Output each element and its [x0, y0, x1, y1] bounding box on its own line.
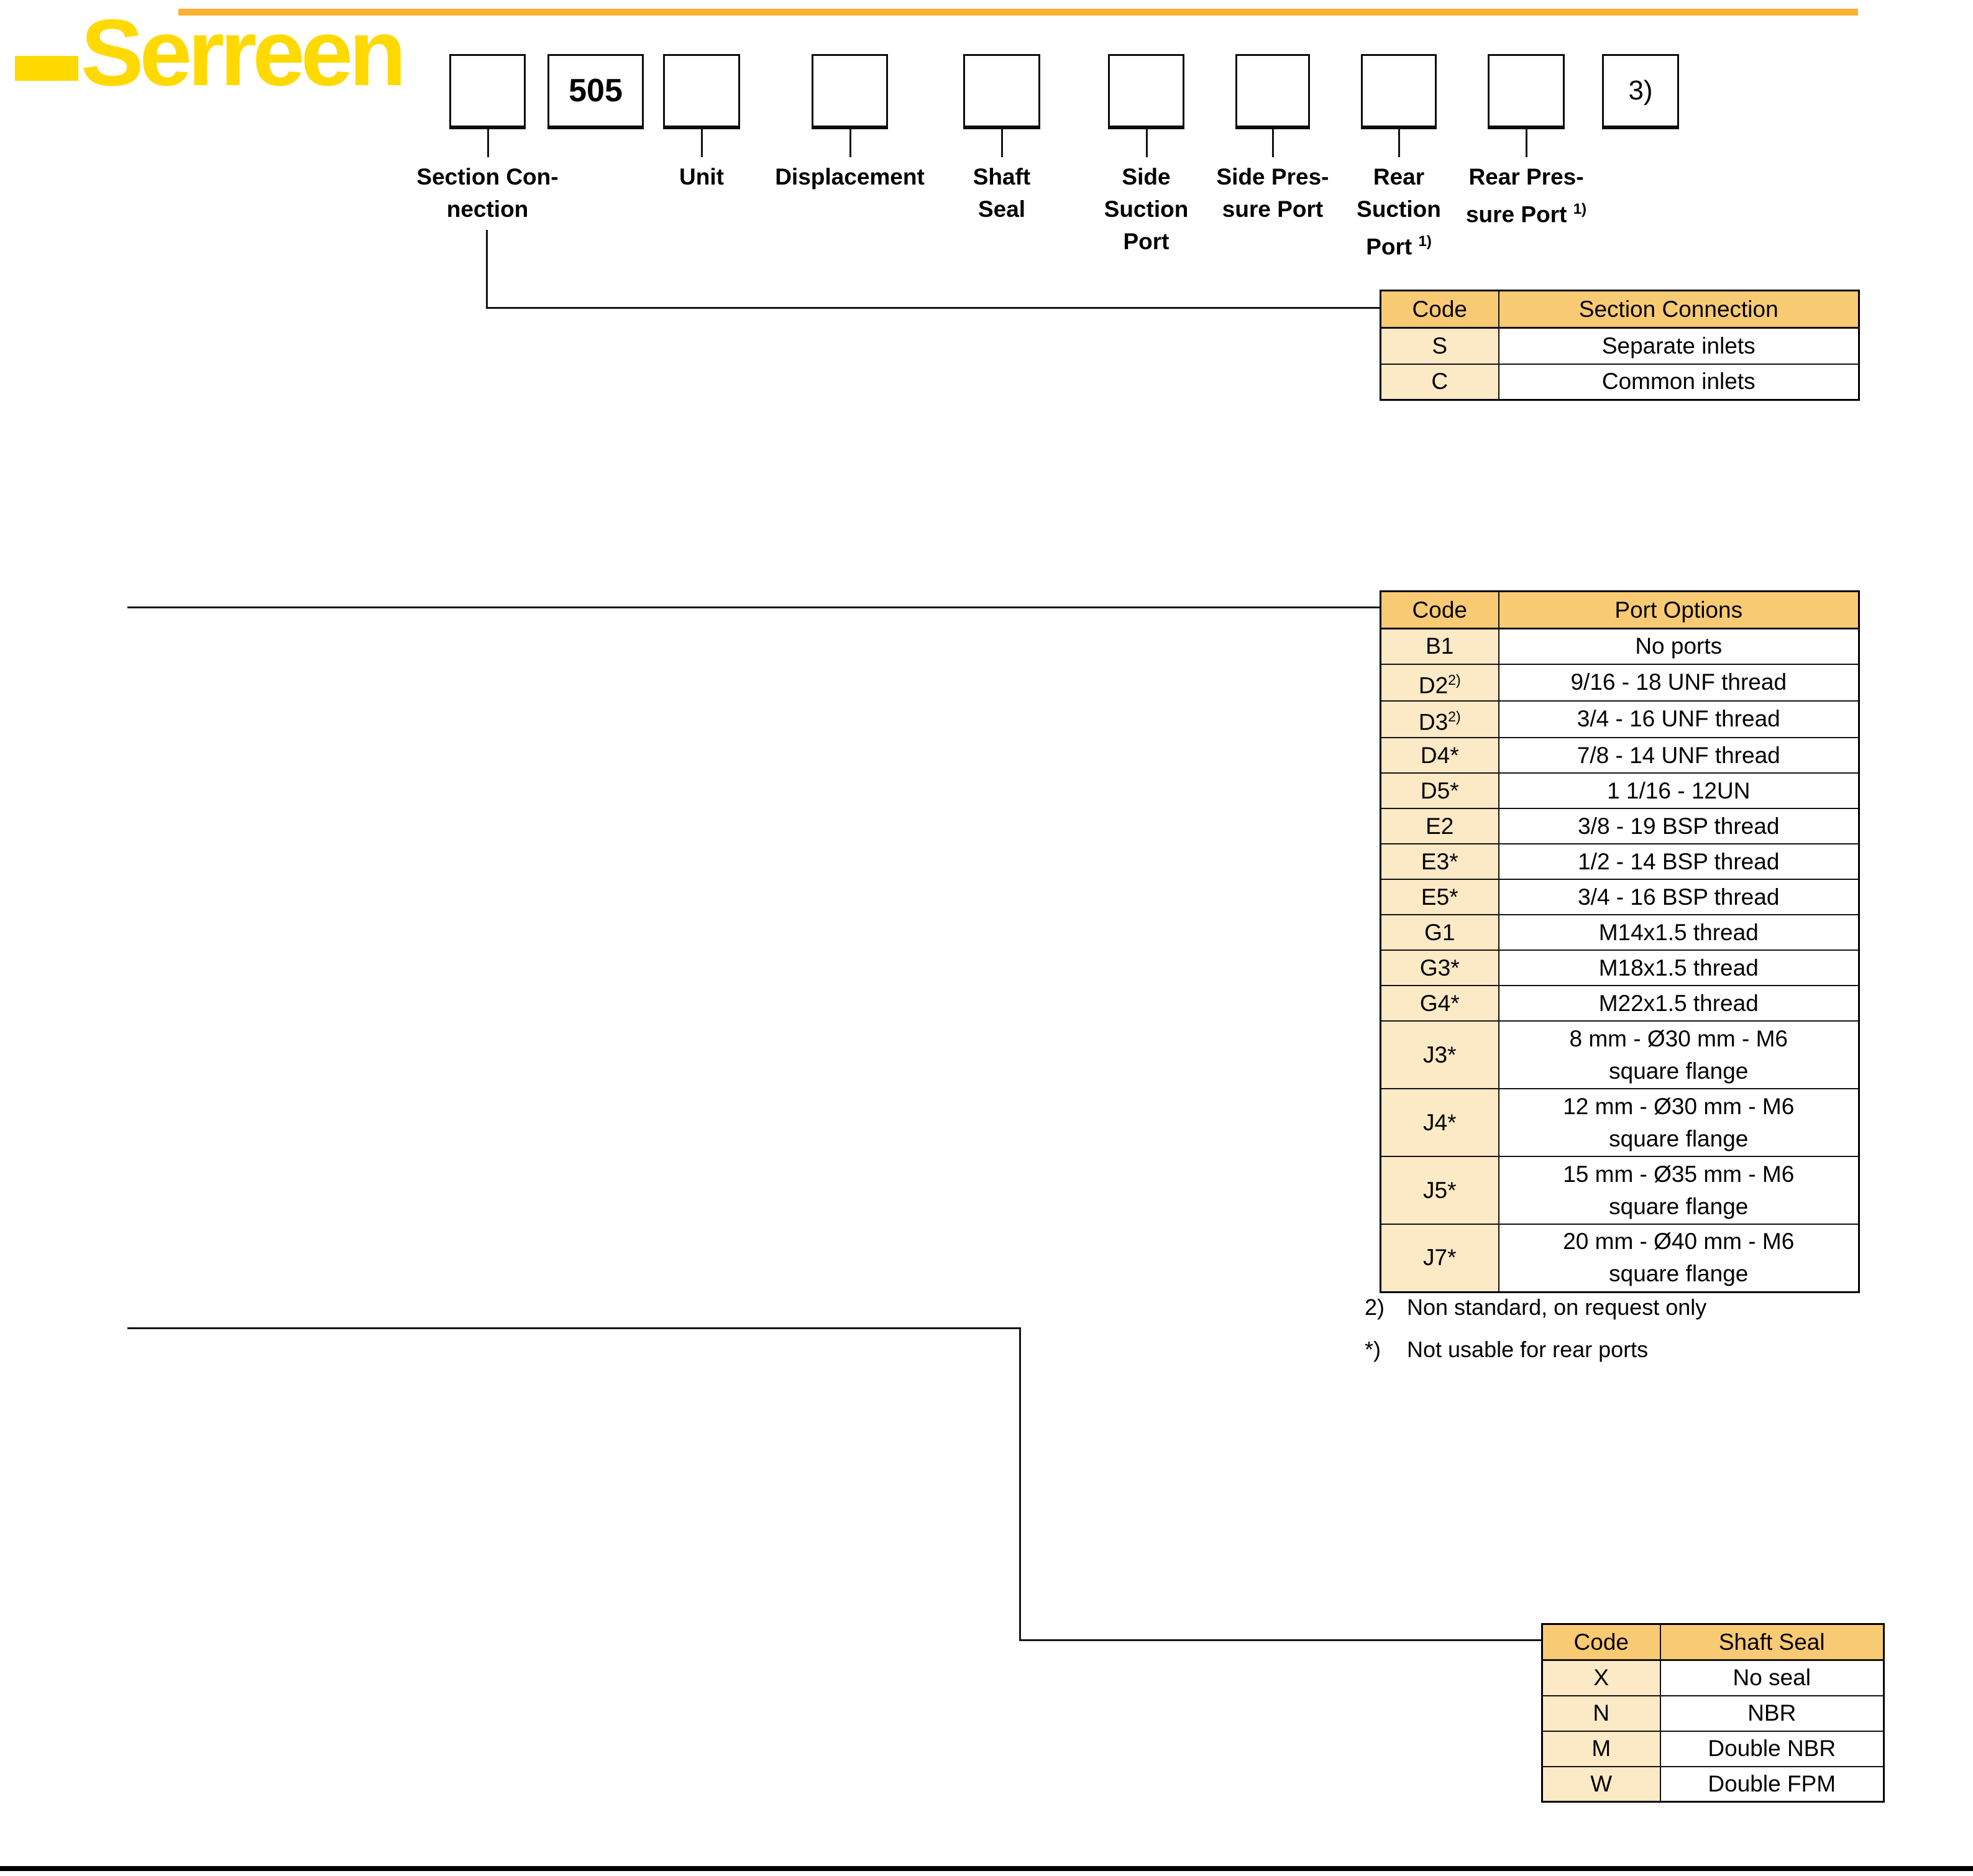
box-label-line: Seal	[977, 196, 1026, 222]
box-label	[1421, 161, 1632, 231]
column-header-description: Port Options	[1499, 592, 1859, 629]
box-label-line: sure Port	[1222, 196, 1324, 222]
code-cell: W	[1542, 1767, 1660, 1802]
box-label-stub-line	[849, 129, 851, 157]
table-row	[1381, 879, 1859, 915]
code-cell: G3*	[1381, 950, 1499, 986]
description-cell: Common inlets	[1499, 364, 1859, 400]
table-row	[1542, 1660, 1884, 1696]
description-cell: 3/8 - 19 BSP thread	[1499, 808, 1859, 844]
code-cell: M	[1542, 1731, 1660, 1767]
section-connection-table	[1380, 290, 1860, 401]
description-cell: Separate inlets	[1499, 328, 1859, 364]
footnote-marker: *)	[1365, 1337, 1381, 1362]
box-label-line: Rear Pres-	[1468, 164, 1584, 190]
footnote-marker: 2)	[1365, 1294, 1385, 1320]
table-row	[1381, 701, 1859, 738]
code-cell: D5*	[1381, 773, 1499, 808]
box-label-line: nection	[446, 196, 529, 222]
description-cell: 3/4 - 16 UNF thread	[1499, 701, 1859, 738]
table-row	[1381, 1224, 1859, 1292]
box-label-stub-line	[701, 129, 703, 157]
description-cell: No ports	[1499, 629, 1859, 664]
shaft-seal-table	[1541, 1623, 1885, 1803]
footnote-reference: 2)	[1448, 671, 1461, 688]
connector-section-connection-vertical	[486, 230, 488, 309]
code-cell: J3*	[1381, 1021, 1499, 1089]
table-header-row	[1381, 592, 1859, 629]
table-row	[1381, 950, 1859, 986]
code-cell: B1	[1381, 629, 1499, 664]
code-cell: D3$^{2)}$	[1381, 701, 1499, 738]
description-cell: NBR	[1660, 1696, 1884, 1731]
code-box-blank	[812, 54, 888, 129]
description-line: 12 mm - Ø30 mm - M6	[1563, 1093, 1795, 1119]
table-row	[1381, 773, 1859, 808]
box-label-line: Side Pres-	[1216, 164, 1329, 190]
description-cell: 1 1/16 - 12UN	[1499, 773, 1859, 808]
column-header-description: Section Connection	[1499, 291, 1859, 328]
description-line: square flange	[1609, 1125, 1749, 1151]
code-cell: G4*	[1381, 986, 1499, 1021]
box-label-line: Port $^{1)}$	[1366, 233, 1432, 260]
code-cell: J7*	[1381, 1224, 1499, 1292]
code-box-blank	[1108, 54, 1184, 129]
description-line: square flange	[1609, 1193, 1749, 1219]
box-label-stub-line	[1398, 129, 1400, 157]
description-cell: Double NBR	[1660, 1731, 1884, 1767]
code-box-blank	[1361, 54, 1437, 129]
description-line: 15 mm - Ø35 mm - M6	[1563, 1161, 1795, 1187]
box-label-stub-line	[1146, 129, 1148, 157]
column-header-description: Shaft Seal	[1660, 1624, 1884, 1660]
footnote-reference: 1)	[1418, 233, 1432, 250]
connector-port-options-horizontal	[127, 606, 1380, 608]
box-label-line: Port	[1123, 229, 1170, 254]
table-row	[1381, 915, 1859, 950]
description-cell	[1499, 1224, 1859, 1292]
table-row	[1381, 738, 1859, 773]
top-accent-bar	[178, 9, 1858, 16]
description-cell: M22x1.5 thread	[1499, 986, 1859, 1021]
table-row	[1381, 844, 1859, 879]
box-label-line: Side	[1122, 164, 1171, 190]
box-label-line: sure Port $^{1)}$	[1465, 201, 1587, 227]
code-cell: G1	[1381, 915, 1499, 950]
code-cell: S	[1381, 328, 1499, 364]
code-cell: J4*	[1381, 1089, 1499, 1156]
table-row	[1381, 629, 1859, 664]
table-row	[1381, 664, 1859, 701]
description-cell: No seal	[1660, 1660, 1884, 1696]
table-header-row	[1542, 1624, 1884, 1660]
brand-logo-text: Serreen	[81, 0, 403, 106]
table-row	[1542, 1767, 1884, 1802]
code-box-note: 3)	[1602, 54, 1679, 129]
port-options-table	[1380, 590, 1860, 1293]
box-label-stub-line	[1272, 129, 1274, 157]
logo-dash-icon	[15, 56, 78, 81]
code-cell: E3*	[1381, 844, 1499, 879]
description-cell	[1499, 1021, 1859, 1089]
description-cell: Double FPM	[1660, 1767, 1884, 1802]
code-cell: J5*	[1381, 1156, 1499, 1224]
box-label-stub-line	[487, 129, 489, 157]
description-cell: M18x1.5 thread	[1499, 950, 1859, 986]
code-box-unit-505: 505	[547, 54, 644, 129]
column-header-code: Code	[1381, 291, 1499, 328]
table-row	[1381, 1156, 1859, 1224]
description-line: 20 mm - Ø40 mm - M6	[1563, 1229, 1795, 1255]
description-cell: 9/16 - 18 UNF thread	[1499, 664, 1859, 701]
description-cell: 7/8 - 14 UNF thread	[1499, 738, 1859, 773]
box-label-line: Suction	[1104, 196, 1189, 222]
connector-shaft-seal-vertical	[1019, 1327, 1021, 1641]
footnote-text: Not usable for rear ports	[1407, 1337, 1649, 1362]
connector-shaft-seal-horizontal-top	[127, 1327, 1021, 1329]
box-label-line: Section Con-	[416, 164, 559, 190]
description-cell: 3/4 - 16 BSP thread	[1499, 879, 1859, 915]
table-row	[1381, 364, 1859, 400]
table-row	[1542, 1731, 1884, 1767]
table-row	[1381, 808, 1859, 844]
code-cell: X	[1542, 1660, 1660, 1696]
footnote	[1365, 1294, 1706, 1321]
table-header-row	[1381, 291, 1859, 328]
code-box-blank	[1235, 54, 1310, 129]
code-cell: D4*	[1381, 738, 1499, 773]
footnote-reference: 1)	[1573, 201, 1587, 217]
description-cell	[1499, 1089, 1859, 1156]
code-cell: E5*	[1381, 879, 1499, 915]
description-line: 8 mm - Ø30 mm - M6	[1569, 1025, 1788, 1051]
code-box-blank	[663, 54, 740, 129]
table-row	[1542, 1696, 1884, 1731]
code-box-blank	[449, 54, 526, 129]
code-cell: D2$^{2)}$	[1381, 664, 1499, 701]
box-label-line: Shaft	[973, 164, 1031, 190]
box-label-stub-line	[1001, 129, 1003, 157]
description-cell: 1/2 - 14 BSP thread	[1499, 844, 1859, 879]
description-cell: M14x1.5 thread	[1499, 915, 1859, 950]
code-box-blank	[1488, 54, 1565, 129]
code-cell: N	[1542, 1696, 1660, 1731]
table-row	[1381, 986, 1859, 1021]
footnote-reference: 2)	[1448, 708, 1461, 725]
box-label	[382, 161, 593, 226]
code-cell: C	[1381, 364, 1499, 400]
description-line: square flange	[1609, 1058, 1749, 1084]
description-cell	[1499, 1156, 1859, 1224]
box-label-line: Displacement	[775, 164, 925, 190]
column-header-code: Code	[1542, 1624, 1660, 1660]
box-label-line: Unit	[679, 164, 724, 190]
box-label-stub-line	[1526, 129, 1527, 157]
table-row	[1381, 1021, 1859, 1089]
page-bottom-rule	[0, 1866, 1973, 1871]
description-line: square flange	[1609, 1261, 1749, 1287]
code-box-blank	[963, 54, 1040, 129]
table-row	[1381, 1089, 1859, 1156]
footnote-text: Non standard, on request only	[1407, 1294, 1707, 1320]
column-header-code: Code	[1381, 592, 1499, 629]
connector-section-connection-horizontal	[486, 307, 1380, 309]
connector-shaft-seal-horizontal-bottom	[1019, 1639, 1541, 1641]
box-label-line: Suction	[1357, 196, 1441, 222]
table-row	[1381, 328, 1859, 364]
footnote	[1365, 1336, 1648, 1363]
code-cell: E2	[1381, 808, 1499, 844]
box-label-line: Rear	[1373, 164, 1425, 190]
